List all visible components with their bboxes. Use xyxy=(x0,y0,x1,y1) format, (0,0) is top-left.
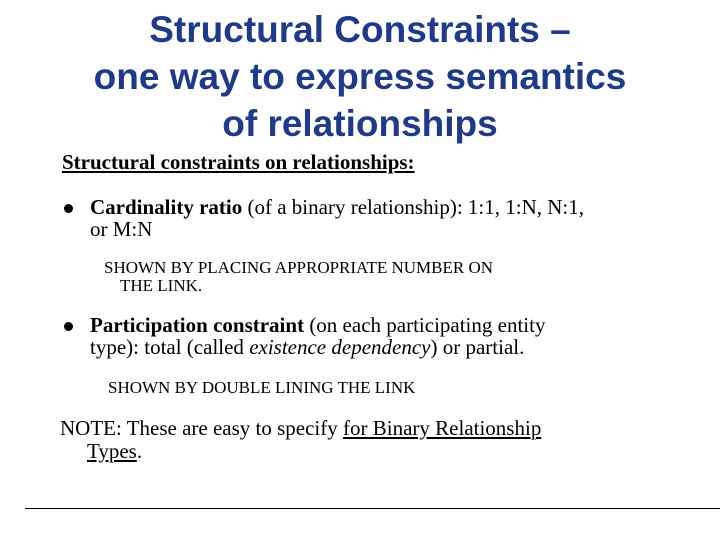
bullet-text-continued: or M:N xyxy=(90,217,153,241)
slide-title xyxy=(0,6,720,147)
note-underlined-2: Types xyxy=(87,439,137,463)
note-continuation xyxy=(60,440,660,463)
title-line-2: one way to express semantics xyxy=(93,56,627,97)
note-paragraph xyxy=(60,417,660,463)
bullet-text-end: ) or partial. xyxy=(430,335,525,359)
note-prefix: NOTE: These are easy to specify xyxy=(60,416,344,440)
bullet-content xyxy=(90,314,650,358)
section-heading: Structural constraints on relationships: xyxy=(62,150,415,174)
bullet-term: Cardinality ratio xyxy=(90,195,243,219)
bullet-dot-icon xyxy=(64,204,73,213)
participation-notation-note: SHOWN BY DOUBLE LINING THE LINK xyxy=(108,378,416,397)
cardinality-notation-note xyxy=(104,259,664,295)
bullet-dot-icon xyxy=(64,322,73,331)
notation-line-1: SHOWN BY PLACING APPROPRIATE NUMBER ON xyxy=(104,258,493,277)
bullet-text: (of a binary relationship): 1:1, 1:N, N:1, xyxy=(242,195,585,219)
title-line-3: of relationships xyxy=(222,103,498,144)
bullet-emphasis: existence dependency xyxy=(249,335,431,359)
note-suffix: . xyxy=(136,439,143,463)
notation-line-2: THE LINK. xyxy=(120,276,203,295)
bullet-text-continued: type): total (called xyxy=(90,335,250,359)
bullet-term: Participation constraint xyxy=(90,313,305,337)
bullet-text: (on each participating entity xyxy=(304,313,546,337)
footer-divider xyxy=(25,508,720,509)
note-underlined-1: for Binary Relationship xyxy=(343,416,542,440)
title-line-1: Structural Constraints – xyxy=(149,9,571,50)
bullet-content xyxy=(90,196,650,240)
